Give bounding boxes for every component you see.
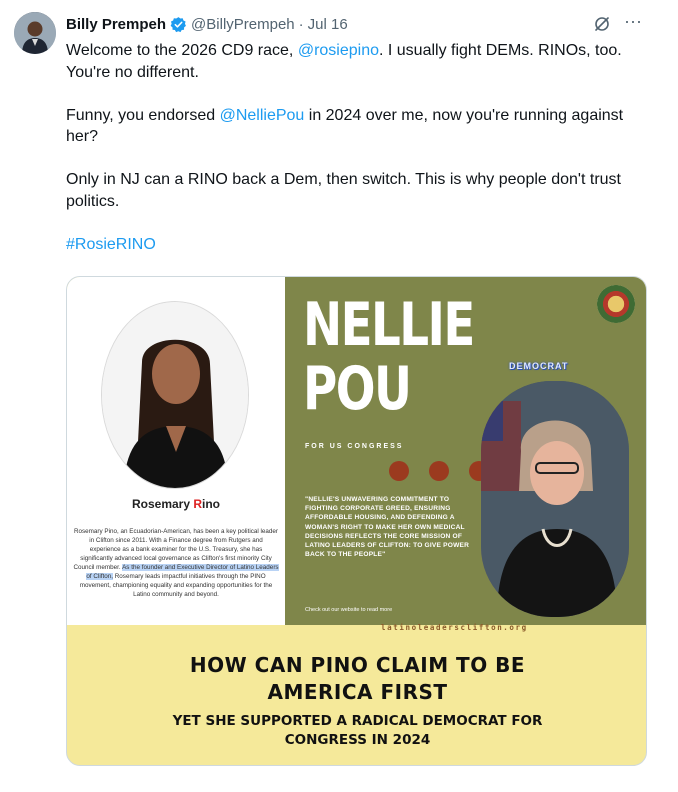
text-segment: Welcome to the 2026 CD9 race, <box>66 42 298 59</box>
subheadline-line-2: CONGRESS IN 2024 <box>284 732 431 748</box>
more-options-icon[interactable]: ··· <box>624 11 642 31</box>
tweet-header <box>66 14 348 34</box>
bio-highlight: As the founder and Executive Director of Latino Leaders of Clifton, <box>86 564 279 580</box>
text-segment: . I usually fight DEMs. RINOs, too. You're no different. <box>66 42 622 81</box>
decorative-dot <box>429 461 449 481</box>
author-handle[interactable]: @BillyPrempeh <box>191 15 295 33</box>
nellie-panel <box>285 277 647 632</box>
organization-seal-icon <box>597 285 635 323</box>
pou-title: POU <box>303 354 411 424</box>
grok-slash-icon[interactable] <box>592 14 612 34</box>
mention-link-rosiepino[interactable]: @rosiepino <box>297 42 379 59</box>
name-part: ino <box>202 497 221 511</box>
name-part-red: R <box>193 497 203 511</box>
rosemary-photo <box>101 301 249 489</box>
tweet-text <box>66 40 636 255</box>
bio-text: Rosemary Pino, an Ecuadorian-American, has been a key political leader in Clifton since 2011. With a Finance degree from Rutgers and experience as a bank examiner for the U.S. Treasury, she has significantly advanced local governance as Clifton's first minority City Council member. <box>73 528 279 571</box>
verified-badge-icon[interactable] <box>170 16 187 33</box>
avatar-portrait-icon <box>14 12 56 54</box>
author-name[interactable]: Billy Prempeh <box>66 15 167 33</box>
tweet-paragraph-2 <box>66 105 636 148</box>
decorative-dot <box>389 461 409 481</box>
author-avatar[interactable] <box>14 12 56 54</box>
for-us-congress-label: FOR US CONGRESS <box>305 443 404 450</box>
tweet-paragraph-1 <box>66 40 636 83</box>
subheadline-line-1: YET SHE SUPPORTED A RADICAL DEMOCRAT FOR <box>172 713 543 729</box>
meta-separator: · <box>298 15 304 33</box>
check-out-text: Check out our website to read more <box>305 607 393 613</box>
nellie-photo <box>481 381 629 617</box>
rosemary-name <box>67 497 285 511</box>
headline-line-1: HOW CAN PINO CLAIM TO BE <box>189 653 526 677</box>
website-text: latinoleadersclifton.org <box>381 623 528 632</box>
tweet-date[interactable]: Jul 16 <box>307 15 348 33</box>
nellie-title: NELLIE <box>303 290 474 360</box>
text-segment: Funny, you endorsed <box>66 106 220 124</box>
hashtag-link[interactable]: #RosieRINO <box>66 235 156 253</box>
rosemary-panel <box>67 277 285 625</box>
headline-line-2: AMERICA FIRST <box>267 680 448 704</box>
rosemary-bio <box>73 527 279 599</box>
text-segment: in 2024 over me, now you're running against her? <box>66 106 624 145</box>
mention-link-nelliepou[interactable]: @NelliePou <box>219 106 305 124</box>
bio-text: Rosemary leads impactful initiatives through the PINO movement, championing equality and expanding opportunities for the Latino community and beyond. <box>79 573 273 598</box>
tweet-image[interactable] <box>66 276 647 766</box>
tweet-paragraph-3: Only in NJ can a RINO back a Dem, then switch. This is why people don't trust politics. <box>66 171 621 210</box>
endorsement-quote: "NELLIE'S UNWAVERING COMMITMENT TO FIGHTING CORPORATE GREED, ENSURING AFFORDABLE HOUSING, AND DEFENDING A WOMAN'S RIGHT TO MAKE HER OWN MEDICAL DECISIONS REFLECTS THE CORE MISSION OF LATINO LEADERS OF CLIFTON: TO GIVE POWER BACK TO THE PEOPLE" <box>305 496 470 559</box>
democrat-label: DEMOCRAT <box>509 361 569 371</box>
name-part: Rosemary <box>131 497 194 511</box>
